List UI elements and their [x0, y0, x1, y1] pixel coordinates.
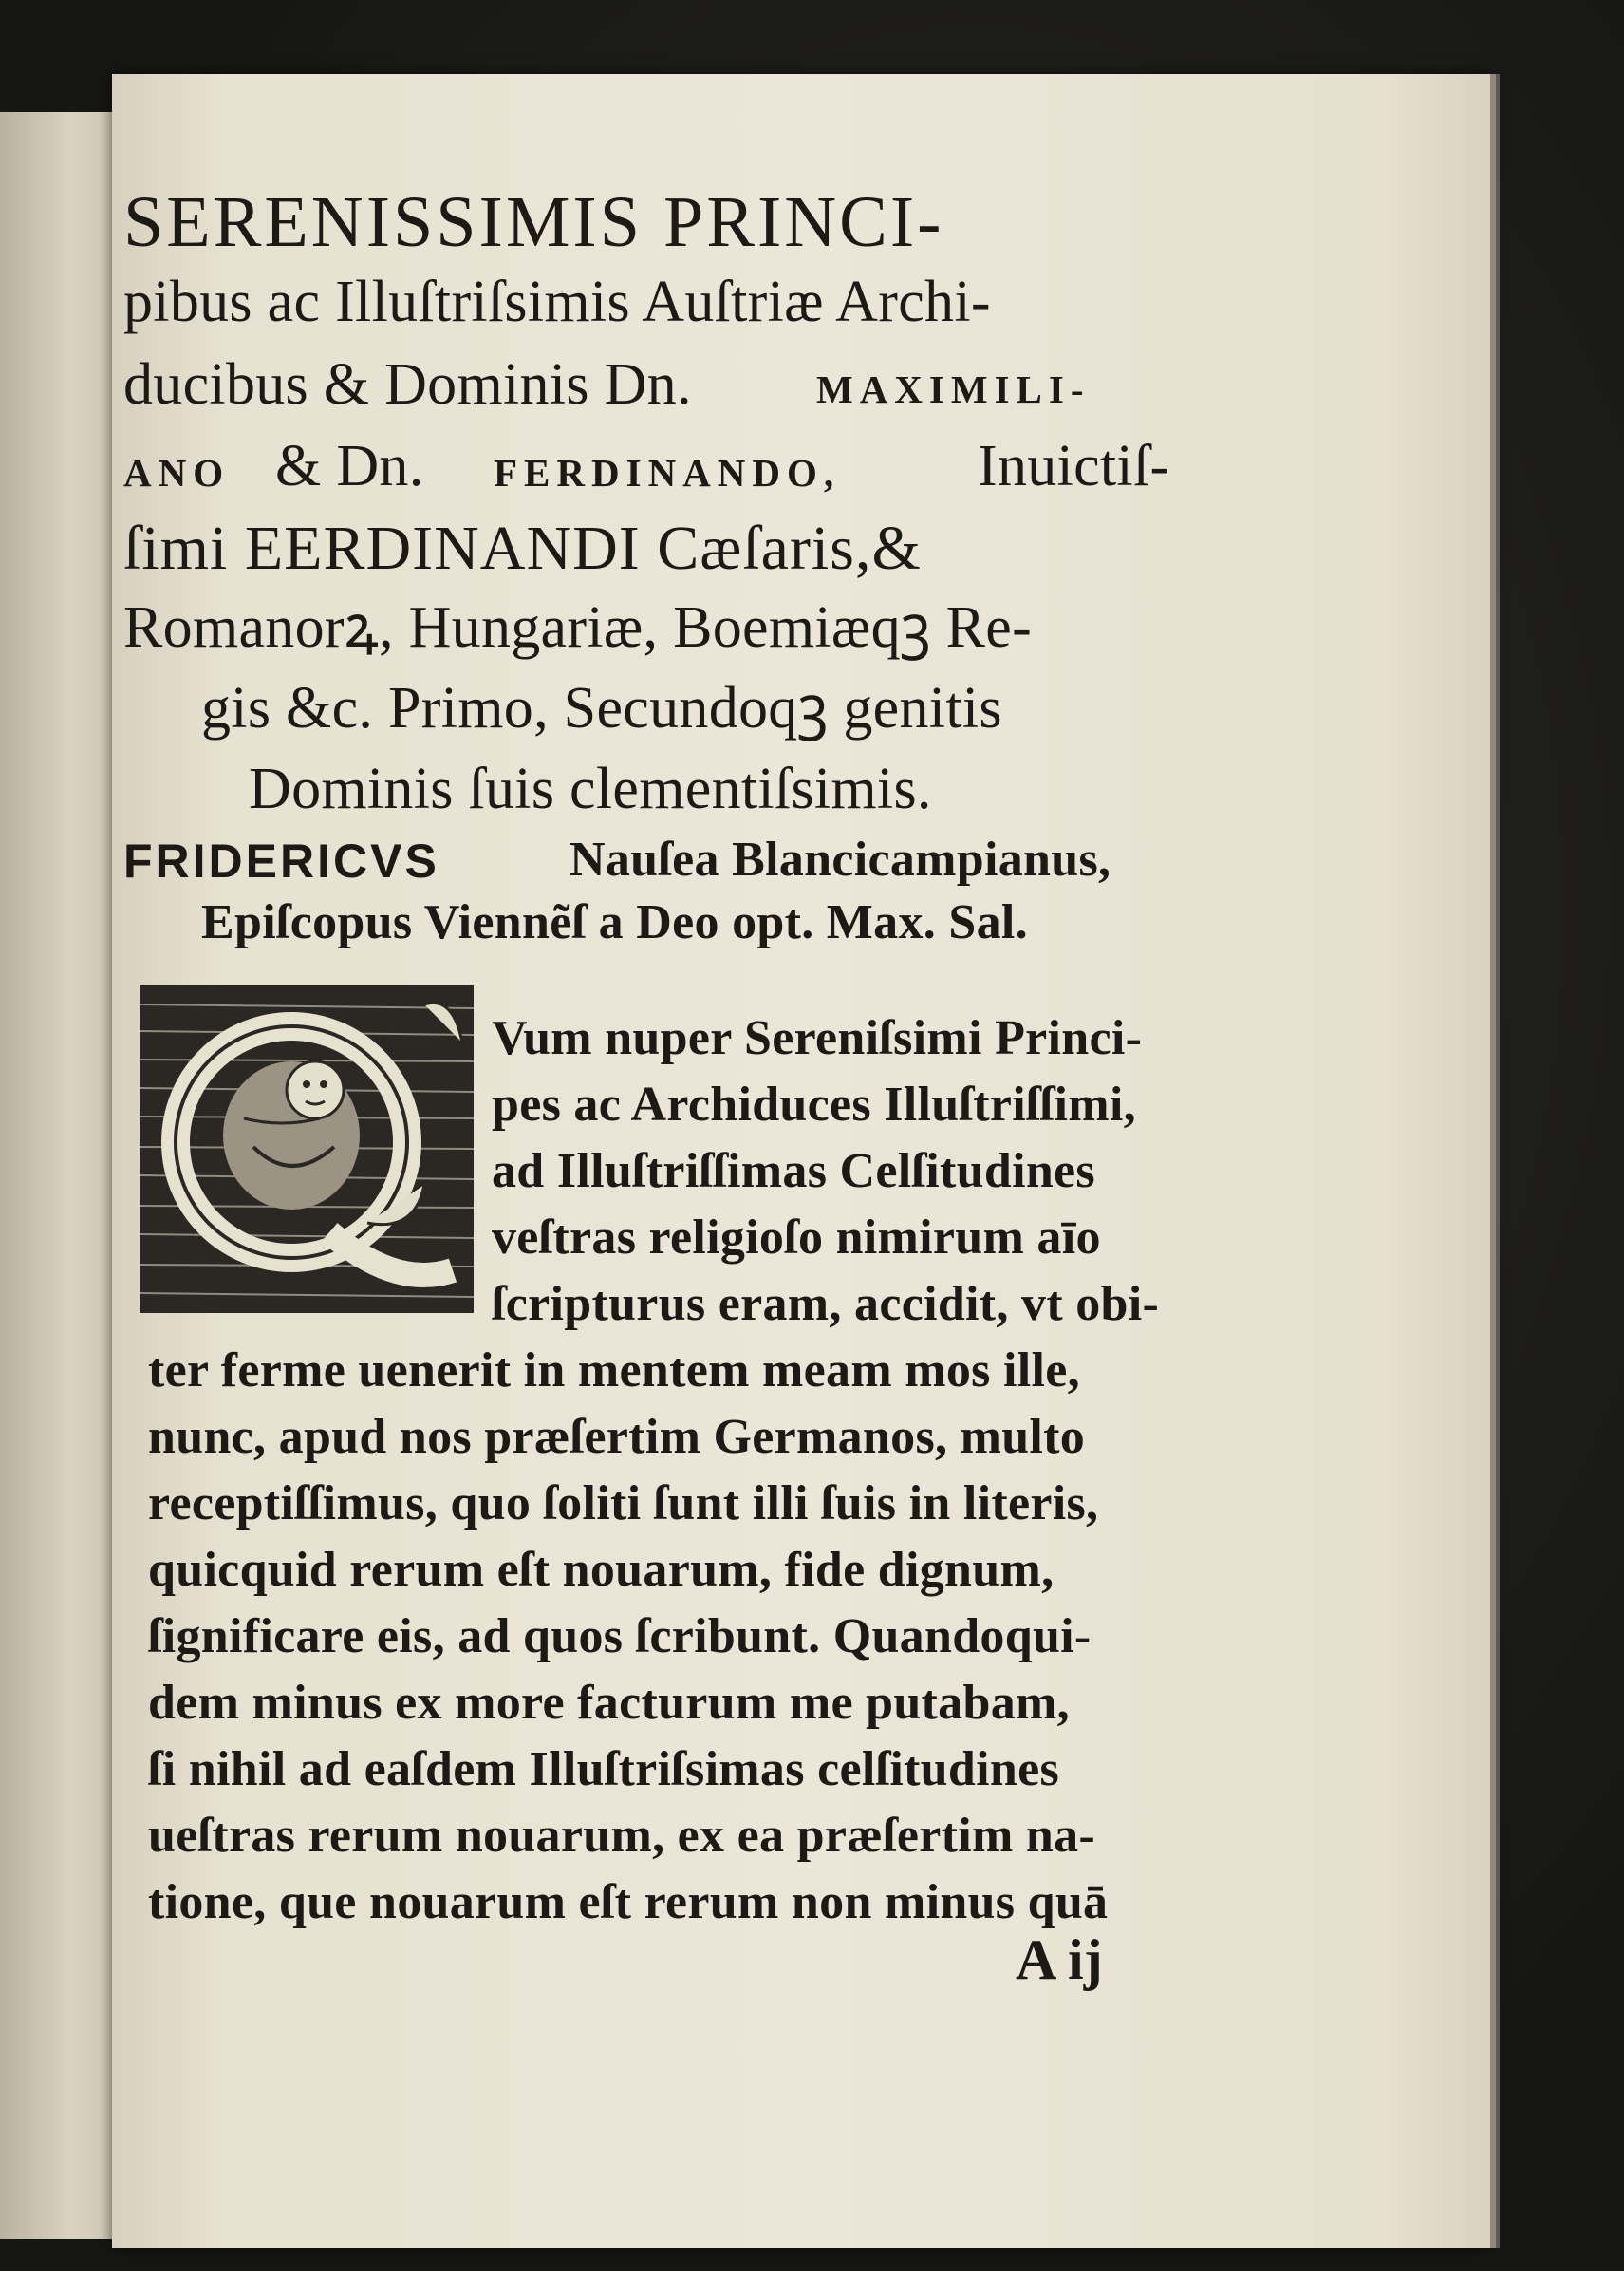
heading-line-7: gis &c. Primo, Secundoqꝫ genitis — [201, 676, 1002, 741]
body-line-6: ter ferme uenerit in mentem meam mos ille, — [148, 1343, 1080, 1398]
facing-page-edge — [0, 112, 121, 2239]
heading-line-4b: & Dn. — [275, 434, 424, 498]
body-line-2: pes ac Archiduces Illuſtriſſimi, — [492, 1078, 1136, 1132]
page-thickness-edge — [1490, 84, 1498, 2239]
heading-line-4c: FERDINANDO, — [494, 451, 841, 495]
body-line-9: quicquid rerum eſt nouarum, fide dignum, — [148, 1543, 1055, 1597]
heading-line-1: SERENISSIMIS PRINCI- — [123, 182, 944, 262]
heading-line-6: Romanorꝝ, Hungariæ, Boemiæqꝫ Re- — [123, 595, 1033, 660]
heading-line-9a: FRIDERICVS — [123, 835, 439, 888]
heading-line-10: Epiſcopus Viennẽſ a Deo opt. Max. Sal. — [201, 895, 1028, 949]
heading-line-5: ſimi EERDINANDI Cæſaris,& — [123, 514, 922, 583]
body-line-4: veſtras religioſo nimirum aīo — [492, 1211, 1101, 1265]
body-line-10: ſignificare eis, ad quos ſcribunt. Quandoqui- — [148, 1609, 1092, 1663]
body-line-14: tione, que nouarum eſt rerum non minus quā — [148, 1875, 1109, 1929]
body-line-1: Vum nuper Sereniſsimi Princi- — [492, 1011, 1143, 1065]
heading-line-4a: ANO — [123, 451, 231, 495]
heading-line-2: pibus ac Illuſtriſsimis Auſtriæ Archi- — [123, 270, 991, 334]
body-line-8: receptiſſimus, quo ſoliti ſunt illi ſuis in literis, — [148, 1476, 1099, 1530]
body-line-7: nunc, apud nos præſertim Germanos, multo — [148, 1410, 1086, 1464]
body-line-11: dem minus ex more facturum me putabam, — [148, 1676, 1070, 1730]
heading-line-3a: ducibus & Dominis Dn. — [123, 352, 692, 417]
heading-line-8: Dominis ſuis clementiſsimis. — [249, 757, 932, 821]
historiated-initial-q-icon — [140, 985, 474, 1313]
heading-line-3b: MAXIMILI- — [816, 367, 1091, 411]
heading-line-4d: Inuictiſ- — [978, 434, 1170, 498]
heading-line-9b: Nauſea Blancicampianus, — [569, 833, 1111, 887]
body-line-12: ſi nihil ad eaſdem Illuſtriſsimas celſitudines — [148, 1742, 1060, 1796]
signature-mark: A ij — [1016, 1928, 1103, 1991]
body-line-3: ad Illuſtriſſimas Celſitudines — [492, 1144, 1095, 1198]
body-line-13: ueſtras rerum nouarum, ex ea præſertim na- — [148, 1809, 1096, 1863]
body-line-5: ſcripturus eram, accidit, vt obi- — [492, 1277, 1160, 1331]
